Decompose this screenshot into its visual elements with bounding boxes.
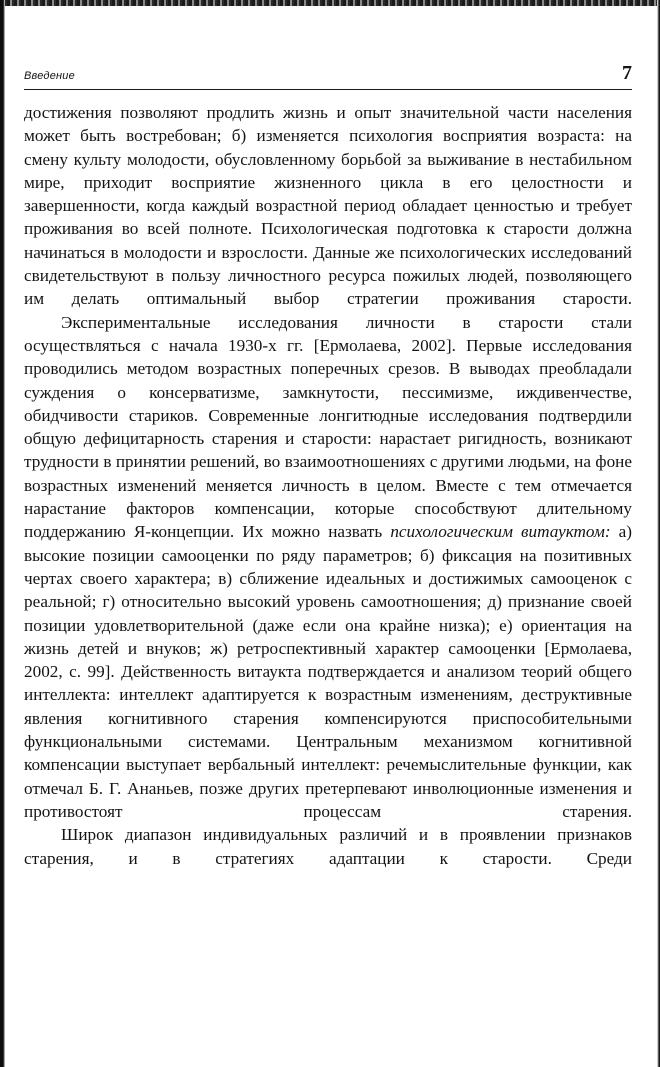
italic-term: психологическим витауктом: [390, 522, 611, 542]
paragraph-2-text-after: а) высокие позиции самооценки по ряду параметров; б) фиксация на позитивных чертах своего характера; в) сближение идеальных и достижимых самооценок с реальной; г) относительно высокий уровень самоотношения; д) признание своей позиции удовлетворительной (даже если она крайне низка); е) ориентация на жизнь детей и внуков; ж) ретроспективный характер самооценки [Ермолаева, 2002, с. 99]. Действенность витаукта подтверждается и анализом теорий общего интеллекта: интеллект адаптируется к возрастным изменениям, деструктивные явления когнитивного старения компенсируются приспособительными функциональными системами. Центральным механизмом когнитивной компенсации выступает вербальный интеллект: речемыслительные функции, как отмечал Б. Г. Ананьев, позже других претерпевают инволюционные изменения и противостоят процессам старения. [24, 522, 633, 821]
page-number: 7 [622, 62, 632, 84]
header-rule [24, 89, 632, 90]
paragraph-1: достижения позволяют продлить жизнь и опыт значительной части населения может быть востребован; б) изменяется психология восприятия возраста: на смену культу молодости, обусловленному борьбой за выживание в нестабильном мире, приходит восприятие жизненного цикла в его целостности и завершенности, когда каждый возрастной период обладает ценностью и требует проживания во всей полноте. Психологическая подготовка к старости должна начинаться в молодости и взрослости. Данные же психологических исследований свидетельствуют в пользу личностного ресурса пожилых людей, позволяющего им делать оптимальный выбор стратегии проживания старости. [24, 103, 632, 309]
paragraph-3: Широк диапазон индивидуальных различий и в проявлении признаков старения, и в стратегиях адаптации к старости. Среди [24, 825, 632, 868]
paragraph-2-text-before: Экспериментальные исследования личности в старости стали осуществляться с начала 1930-х гг. [Ермолаева, 2002]. Первые исследования проводились методом возрастных поперечных срезов. В выводах преобладали суждения о консерватизме, замкнутости, пессимизме, иждивенчестве, обидчивости стариков. Современные лонгитюдные исследования подтвердили общую дефицитарность старения и старости: нарастает ригидность, возникают трудности в принятии решений, во взаимоотношениях с другими людьми, на фоне возрастных изменений меняется личность в целом. Вместе с тем отмечается нарастание факторов компенсации, которые способствуют длительному поддержанию Я-концепции. Их можно назвать [24, 312, 632, 542]
page-left-edge [0, 0, 5, 1067]
paragraph-2 [24, 311, 632, 824]
body-text [24, 101, 632, 870]
running-head [24, 62, 632, 88]
page-top-edge [0, 0, 660, 6]
section-title: Введение [24, 70, 75, 82]
